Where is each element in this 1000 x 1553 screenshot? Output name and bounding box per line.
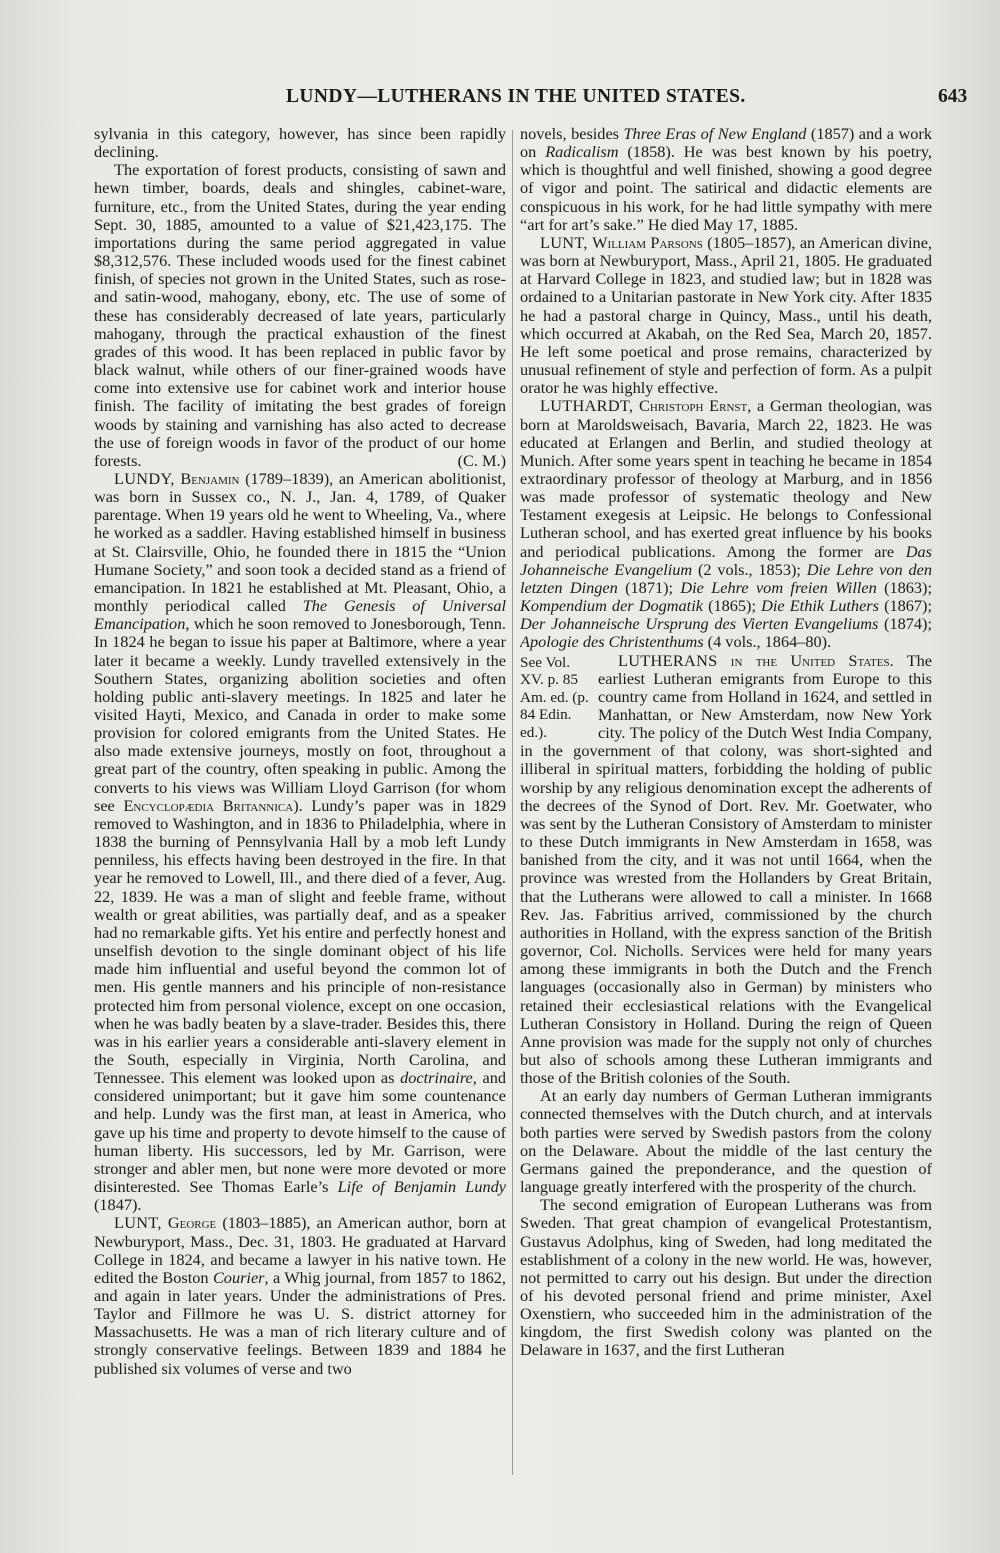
title-ethik-luthers: Die Ethik Luthers <box>761 596 879 616</box>
left-column <box>94 125 506 1480</box>
entry-text: (1858). He was best known by his poetry, which is thoughtful and well finished, showing a good degree of vigor and point. The satirical and didactic elements are conspicuous in his work, for he had little sympathy with mere “art for art’s sake.” He died May 17, 1885. <box>520 142 932 234</box>
margin-cross-reference: See Vol. XV. p. 85 Am. ed. (p. 84 Edin. ed.). <box>520 653 589 741</box>
forest-exports-text: The exportation of forest products, consisting of sawn and hewn timber, boards, deals and shingles, cabinet-ware, furniture, etc., from the United States, during the year ending Sept. 30, 1885, amounted to a value of $21,423,175. The importations during the same period aggregated in value $8,312,576. These included woods used for the finest cabinet finish, of species not grown in the United States, such as rose- and satin-wood, mahogany, ebony, etc. The use of some of these has considerably decreased of late years, particularly mahogany, through the practical exhaustion of the finest grades of this wood. It has been replaced in public favor by black walnut, while others of our finer-grained woods have come into extensive use for cabinet work and interior house finish. The facility of imitating the best grades of foreign woods by staining and varnishing has also acted to decrease the use of foreign woods in favor of the product of our home forests. <box>94 160 506 470</box>
headword-name-christoph-ernst: Christoph Ernst <box>639 396 748 416</box>
paragraph-german-lutherans: At an early day numbers of German Lutheran immigrants connected themselves with the Dutch church, and at intervals both parties were served by Swedish pastors from the colony on the Delaware. About the middle of the last century the Germans gained the preponderance, and the question of language greatly interfered with the prosperity of the church. <box>520 1086 932 1197</box>
page-number: 643 <box>938 86 968 107</box>
title-life-of-lundy: Life of Benjamin Lundy <box>337 1177 506 1197</box>
entry-lunt-george-continued <box>520 125 932 234</box>
paragraph-swedish-lutherans: The second emigration of European Lutherans was from Sweden. That great champion of evangelical Protestantism, Gustavus Adolphus, king of Sweden, had long meditated the establishment of a colony in the new world. He was, however, not permitted to carry out his design. But under the direction of his devoted personal friend and prime minister, Axel Oxenstiern, who succeeded him in the administration of the kingdom, the first Swedish colony was planted on the Delaware in 1637, and the first Lutheran <box>520 1195 932 1360</box>
entry-text: (1865); <box>702 596 762 616</box>
entry-text: novels, besides <box>520 125 624 143</box>
entry-lundy-benjamin <box>94 470 506 1214</box>
cross-ref-encyclopaedia: Encyclopædia Britannica <box>123 795 294 815</box>
entry-text: , a Whig journal, from 1857 to 1862, and again in later years. Under the administrations of Pres. Taylor and Fillmore he was U. S. district attorney for Massachusetts. He was a man of rich literary culture and of strongly conservative feelings. Between 1839 and 1884 he published six volumes of verse and two <box>94 1267 506 1378</box>
title-apologie: Apologie des Christenthums <box>520 632 704 652</box>
entry-text: (1805–1857), an American divine, was born at Newburyport, Mass., April 21, 1805. He graduated at Harvard College in 1823, and studied law; but in 1828 was ordained to a Unitarian pastorate in New York city. After 1835 he had a pastoral charge in Quincy, Mass., until his death, which occurred at Akabah, on the Red Sea, March 20, 1857. He left some poetical and prose remains, characterized by unusual refinement of style and perfection of form. As a pulpit orator he was highly effective. <box>520 232 932 398</box>
title-radicalism: Radicalism <box>545 142 619 162</box>
entry-lutherans <box>520 652 932 1088</box>
entry-text: (1789–1839), an American abolitionist, was born in Sussex co., N. J., Jan. 4, 1789, of Quaker parentage. When 19 years old he went to Wheeling, Va., where he worked as a saddler. Having established himself in business at St. Clairsville, Ohio, he founded there in 1815 the “Union Humane Society,” and soon took a decided stand as a friend of emancipation. In 1821 he established at Mt. Pleasant, Ohio, a monthly periodical called <box>94 468 506 616</box>
paragraph-forest-exports <box>94 161 506 470</box>
headword-name-benjamin: Benjamin <box>180 468 240 488</box>
title-three-eras: Three Eras of New England <box>623 125 807 143</box>
entry-text: (1867); <box>878 596 932 616</box>
title-johanneische: Das Johanneische Evangelium <box>520 541 932 579</box>
page-header <box>0 86 1000 116</box>
headword-lunt: LUNT, <box>114 1213 162 1233</box>
entry-text: (4 vols., 1864–80). <box>703 632 832 652</box>
entry-text: , which he soon removed to Jonesborough, Tenn. In 1824 he began to issue his paper at Baltimore, where a year later it became a weekly. Lundy travelled extensively in the Southern States, organizing abolition societies and often holding public anti-slavery meetings. In 1825 and later he visited Hayti, Mexico, and Canada in order to make some provision for colored emigrants from the United States. He also made extensive journeys, mostly on foot, throughout a great part of the country, often speaking in public. Among the converts to his views was William Lloyd Garrison (for whom see <box>94 614 506 815</box>
headword-name-george: George <box>167 1213 217 1233</box>
headword-lutherans: LUTHERANS <box>618 650 718 670</box>
entry-luthardt <box>520 397 932 651</box>
entry-text: (1863); <box>876 577 932 597</box>
term-doctrinaire: doctrinaire <box>400 1068 473 1088</box>
entry-lunt-william <box>520 234 932 397</box>
title-kompendium: Kompendium der Dogmatik <box>520 596 703 616</box>
column-divider <box>512 130 513 1475</box>
author-signature: (C. M.) <box>457 450 506 470</box>
entry-text: , and considered unimportant; but it gave him some countenance and help. Lundy was the first man, at least in America, who gave up his time and property to devote himself to the cause of human liberty. His successors, led by Mr. Garrison, were stronger and abler men, but none were more devoted or more disinterested. See Thomas Earle’s <box>94 1068 506 1197</box>
entry-lunt-george <box>94 1214 506 1377</box>
entry-text: (1803–1885), an American author, born at Newburyport, Mass., Dec. 31, 1803. He graduated at Harvard College in 1824, and became a lawyer in his native town. He edited the Boston <box>94 1213 506 1287</box>
entry-text: The earliest Lutheran emigrants from Europe to this country came from Holland in 1624, and settled in Manhattan, or New Amsterdam, now New York city. The policy of the Dutch West India Company, in the government of that colony, was short-sighted and illiberal in spiritual matters, forbidding the holding of public worship by any religious denomination except the adherents of the decrees of the Synod of Dort. Rev. Mr. Goetwater, who was sent by the Lutheran Consistory of Amsterdam to minister to these Dutch immigrants in New Amsterdam in 1658, was banished from the city, and it was not until 1664, when the province was wrested from the Hollanders by Great Britain, that the Lutherans were allowed to call a minister. In 1668 Rev. Jas. Fabritius arrived, commissioned by the church authorities in Holland, with the express sanction of the British governor, Col. Nicholls. Services were held for many years among these immigrants in both the Dutch and the French languages (occasionally also in German) by ministers who retained their ecclesiastical relations with the Evangelical Lutheran Consistory in Holland. During the reign of Queen Anne provision was made for the supply not only of churches but also of schools among these Lutheran immigrants and those of the British colonies of the South. <box>520 650 932 1088</box>
entry-text: (2 vols., 1853); <box>692 559 807 579</box>
right-column <box>520 125 932 1480</box>
headword-lunt: LUNT, <box>540 232 588 252</box>
entry-text: (1871); <box>617 577 681 597</box>
running-title: LUNDY—LUTHERANS IN THE UNITED STATES. <box>286 86 746 107</box>
paragraph-forest-continued: sylvania in this category, however, has since been rapidly declining. <box>94 125 506 162</box>
title-freien-willen: Die Lehre vom freien Willen <box>680 577 877 597</box>
title-letzten-dingen: Die Lehre von den letzten Dingen <box>520 559 932 597</box>
headword-name-william-parsons: William Parsons <box>592 232 703 252</box>
entry-text: (1847). <box>94 1195 142 1215</box>
title-courier: Courier <box>212 1267 265 1287</box>
entry-text: ). Lundy’s paper was in 1829 removed to Washington, and in 1836 to Philadelphia, where in 1838 the burning of Pennsylvania Hall by a mob left Lundy penniless, his effects having been destroyed in the fire. In that year he removed to Lowell, Ill., and there died of a fever, Aug. 22, 1839. He was a man of slight and feeble frame, without wealth or great abilities, was partially deaf, and as a speaker had no remarkable gifts. Yet his entire and perfectly honest and unselfish devotion to the single dominant object of his life made him influential and useful beyond the common lot of men. His gentle manners and his principle of non-resistance protected him from personal violence, except on one occasion, when he was badly beaten by a slave-trader. Besides this, there was in his earlier years a considerable anti-slavery element in the South, especially in Virginia, North Carolina, and Tennessee. This element was looked upon as <box>94 795 506 1088</box>
entry-text: (1874); <box>878 614 932 634</box>
entry-text: , a German theologian, was born at Maroldsweisach, Bavaria, March 22, 1823. He was educated at Erlangen and Berlin, and studied theology at Munich. After some years spent in teaching he became in 1854 extraordinary professor of theology at Marburg, and in 1856 was made professor of systematic theology and New Testament exegesis at Leipsic. He belongs to Confessional Lutheran school, and has exerted great influence by his books and periodical publications. Among the former are <box>520 396 932 561</box>
headword-lundy: LUNDY, <box>114 468 175 488</box>
headword-name-united-states: in the United States. <box>730 650 894 670</box>
title-ursprung: Der Johanneische Ursprung des Vierten Evangeliums <box>520 614 879 634</box>
entry-text: (1857) and a work on <box>520 125 932 162</box>
headword-luthardt: LUTHARDT, <box>540 396 634 416</box>
title-genesis: The Genesis of Universal Emancipation <box>94 596 506 634</box>
